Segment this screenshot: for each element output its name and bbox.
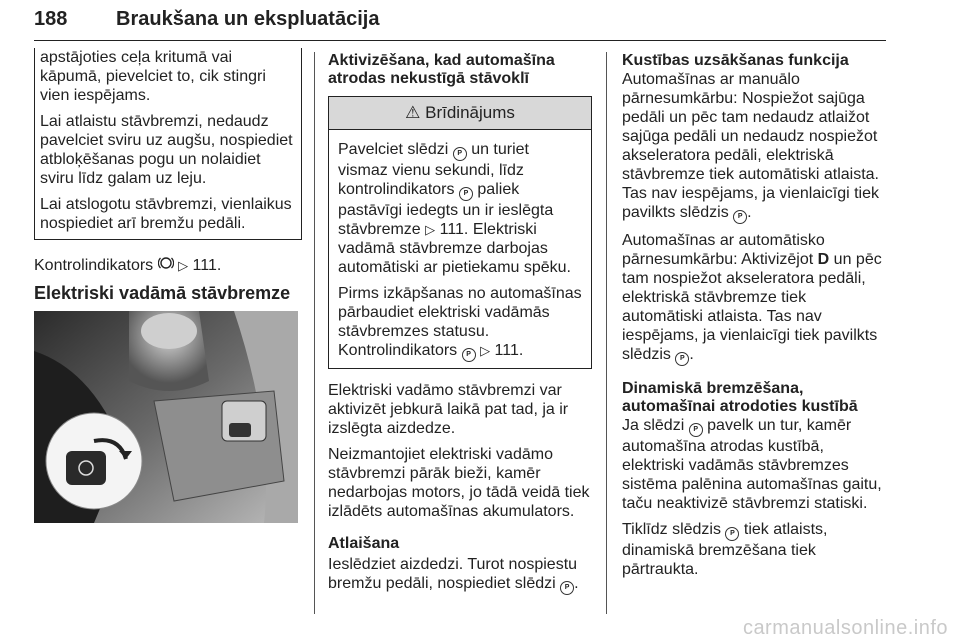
- warning-paragraph-1: Pavelciet slēdzi P un turiet vismaz vienu sekundi, līdz kontrolindikators P paliek pastāvīgi iedegts un ir ieslēgta stāvbremze ▷ 111. Elektriski vadāmā stāvbremze darbojas automātiski ar pietiekamu spēku.: [338, 141, 571, 276]
- warning-header: [329, 97, 591, 130]
- release-switch-paragraph: Tiklīdz slēdzis P tiek atlaists, dinamiskā bremzēšana tiek pārtraukta.: [622, 521, 828, 578]
- warning-paragraph-2: Pirms izkāpšanas no automašīnas pārbaudiet elektriski vadāmās stāvbremzes statusu. Kontrolindikators P ▷ 111.: [338, 284, 583, 362]
- automatic-transmission-paragraph: Automašīnas ar automātisko pārnesumkārbu: Aktivizējot D un pēc tam nospiežot akseleratora pedāli, elektriskā stāvbremze tiek automātiski atlaista. Tas nav iespējams, ja vienlaicīgi tiek pavilkts slēdzis P .: [622, 231, 890, 366]
- warning-icon: ⚠: [405, 103, 421, 122]
- box-paragraph-1: apstājoties ceļa kritumā vai kāpumā, pievelciet to, cik stingri vien iespējams.: [40, 49, 266, 104]
- column-divider-1: [314, 52, 315, 614]
- manual-transmission-paragraph: Automašīnas ar manuālo pārnesumkārbu: Nospiežot sajūga pedāli un pēc tam nedaudz atlaižot sajūga pedāli un nedaudz nospiežot akseleratora pedāli, elektriskā stāvbremze tiek automātiski atlaista. Tas nav iespējams, ja vienlaicīgi tiek pavilkts slēdzis P .: [622, 70, 890, 224]
- page-header: [34, 6, 886, 41]
- parking-brake-switch-icon: P: [462, 348, 476, 362]
- section-heading: Elektriski vadāmā stāvbremze: [34, 283, 291, 303]
- column-divider-2: [606, 52, 607, 614]
- continued-box: [34, 48, 302, 240]
- dynamic-braking-heading: Dinamiskā bremzēšana, automašīnai atrodoties kustībā: [622, 380, 858, 415]
- ref-arrow-icon: ▷: [480, 343, 491, 358]
- dynamic-braking-paragraph: Ja slēdzi P pavelk un tur, kamēr automašīna atrodas kustībā, elektriski vadāmās stāvbremzes sistēma palēnina automašīnas gaitu, taču neaktivizē stāvbremzi statiski.: [622, 417, 882, 512]
- release-heading: Atlaišana: [328, 535, 400, 552]
- column-2: [328, 52, 592, 602]
- parking-brake-switch-icon: P: [453, 147, 467, 161]
- parking-brake-switch-icon: P: [689, 423, 703, 437]
- drive-away-heading: Kustības uzsākšanas funkcija: [622, 52, 849, 69]
- warning-body: [329, 130, 591, 368]
- indicator-line: Kontrolindikators ▷ 111.: [34, 257, 222, 274]
- brake-indicator-icon: [158, 257, 174, 274]
- parking-brake-switch-icon: P: [733, 210, 747, 224]
- activation-heading: Aktivizēšana, kad automašīna atrodas nekustīgā stāvoklī: [328, 52, 555, 87]
- ref-arrow-icon: ▷: [178, 258, 189, 273]
- page-number: 188: [34, 8, 68, 30]
- watermark: carmanualsonline.info: [742, 617, 948, 639]
- parking-brake-switch-icon: P: [675, 352, 689, 366]
- parking-brake-switch-icon: P: [725, 527, 739, 541]
- column-3: [622, 52, 890, 586]
- column-1: [34, 49, 302, 523]
- box-paragraph-2: Lai atlaistu stāvbremzi, nedaudz pavelciet sviru uz augšu, nospiediet atbloķēšanas pogu un nolaidiet sviru līdz galam uz leju.: [40, 113, 293, 187]
- warning-title: Brīdinājums: [425, 103, 515, 122]
- paragraph-2: Neizmantojiet elektriski vadāmo stāvbremzi pārāk bieži, kamēr nedarbojas motors, jo tādā veidā tiek izlādēts automašīnas akumulators.: [328, 446, 590, 520]
- warning-box: [328, 96, 592, 369]
- gear-d: D: [817, 251, 830, 268]
- box-paragraph-3: Lai atslogotu stāvbremzi, vienlaikus nospiediet arī bremžu pedāli.: [40, 196, 292, 232]
- release-paragraph: Ieslēdziet aizdedzi. Turot nospiestu bremžu pedāli, nospiediet slēdzi P .: [328, 555, 592, 595]
- paragraph-1: Elektriski vadāmo stāvbremzi var aktivizēt jebkurā laikā pat tad, ja ir izslēgta aizdedze.: [328, 382, 569, 437]
- page-title: Braukšana un ekspluatācija: [116, 8, 380, 30]
- ref-arrow-icon: ▷: [425, 222, 436, 237]
- brake-switch-photo: [34, 311, 298, 523]
- parking-brake-switch-icon: P: [560, 581, 574, 595]
- parking-brake-switch-icon: P: [459, 187, 473, 201]
